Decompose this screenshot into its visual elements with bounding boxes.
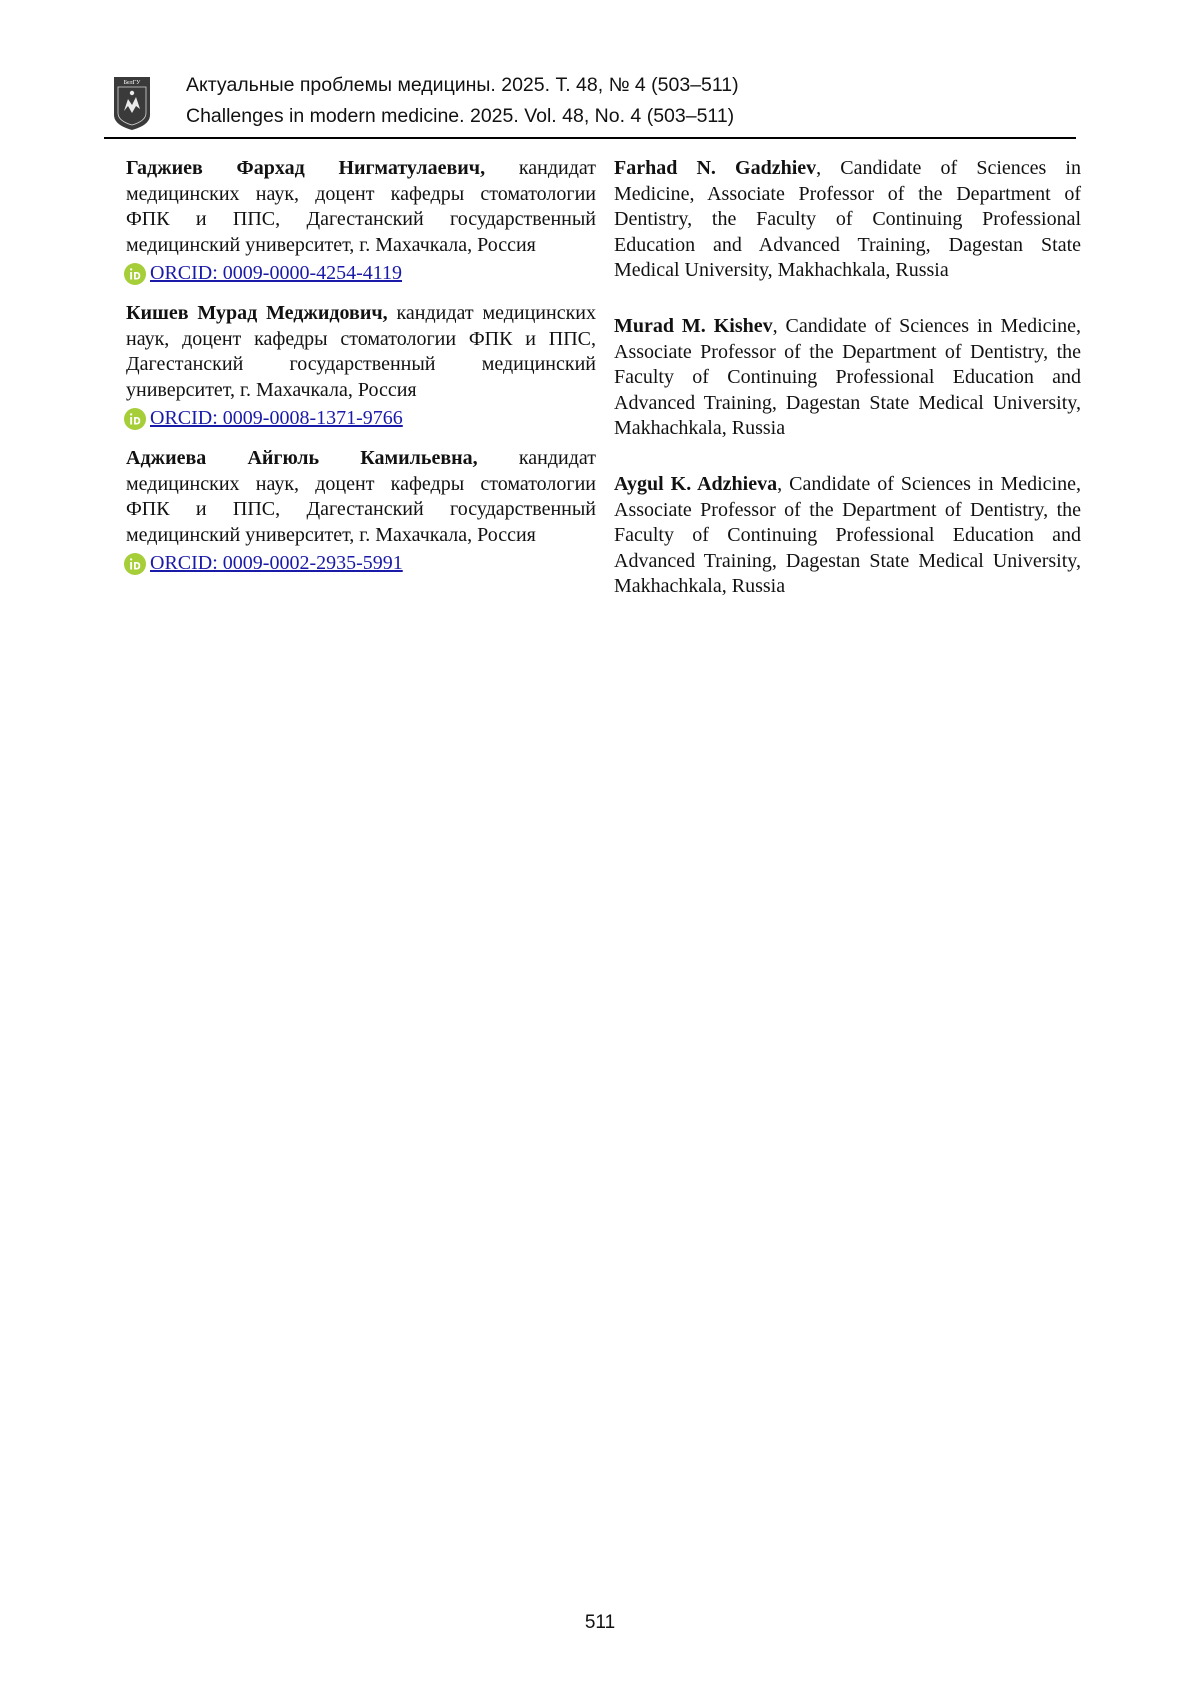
journal-title-en: Challenges in modern medicine. 2025. Vol. 48, No. 4 (503–511) <box>186 105 735 127</box>
author-ru-2 <box>126 301 596 432</box>
author-affiliation: , Candidate of Sciences in Medicine, Associate Professor of the Department of Dentistry, the Faculty of Continuing Professional Education and Advanced Training, Dagestan State Medical University, Makhachkala, Russia <box>614 473 1081 597</box>
university-logo-icon <box>112 75 152 131</box>
journal-header <box>104 70 1074 138</box>
author-affiliation: кандидат медицинских наук, доцент кафедры стоматологии ФПК и ППС, Дагестанский государственный медицинский университет, г. Махачкала, Россия <box>126 447 596 546</box>
author-name: Аджиева Айгюль Камильевна, <box>126 447 478 469</box>
author-name: Aygul K. Adzhieva <box>614 473 778 495</box>
orcid-link[interactable]: ORCID: 0009-0008-1371-9766 <box>150 407 403 429</box>
orcid-link[interactable]: ORCID: 0009-0000-4254-4119 <box>150 262 403 284</box>
author-en-3 <box>614 472 1081 600</box>
orcid-icon <box>124 408 146 430</box>
author-ru-3 <box>126 446 596 577</box>
author-name: Гаджиев Фархад Нигматулаевич, <box>126 157 486 179</box>
author-name: Murad M. Kishev <box>614 315 773 337</box>
author-name: Кишев Мурад Меджидович, <box>126 302 388 324</box>
author-en-1 <box>614 156 1081 284</box>
author-name: Farhad N. Gadzhiev <box>614 157 817 179</box>
page-number: 511 <box>584 1612 616 1633</box>
author-en-2 <box>614 314 1081 442</box>
author-affiliation: , Candidate of Sciences in Medicine, Associate Professor of the Department of Dentistry, the Faculty of Continuing Professional Education and Advanced Training, Dagestan State Medical University, Makhachkala, Russia <box>614 157 1081 281</box>
orcid-link[interactable]: ORCID: 0009-0002-2935-5991 <box>150 552 403 574</box>
author-affiliation: , Candidate of Sciences in Medicine, Associate Professor of the Department of Dentistry, the Faculty of Continuing Professional Education and Advanced Training, Dagestan State Medical University, Makhachkala, Russia <box>614 315 1081 439</box>
header-divider <box>104 137 1076 139</box>
author-affiliation: кандидат медицинских наук, доцент кафедры стоматологии ФПК и ППС, Дагестанский государственный медицинский университет, г. Махачкала, Россия <box>126 157 597 256</box>
journal-title-ru: Актуальные проблемы медицины. 2025. Т. 48, № 4 (503–511) <box>186 74 739 96</box>
author-affiliation: кандидат медицинских наук, доцент кафедры стоматологии ФПК и ППС, Дагестанский государственный медицинский университет, г. Махачкала, Россия <box>126 302 596 401</box>
orcid-icon <box>124 553 146 575</box>
orcid-icon <box>124 263 146 285</box>
author-ru-1 <box>126 156 596 287</box>
logo-text: БелГУ <box>123 80 141 86</box>
